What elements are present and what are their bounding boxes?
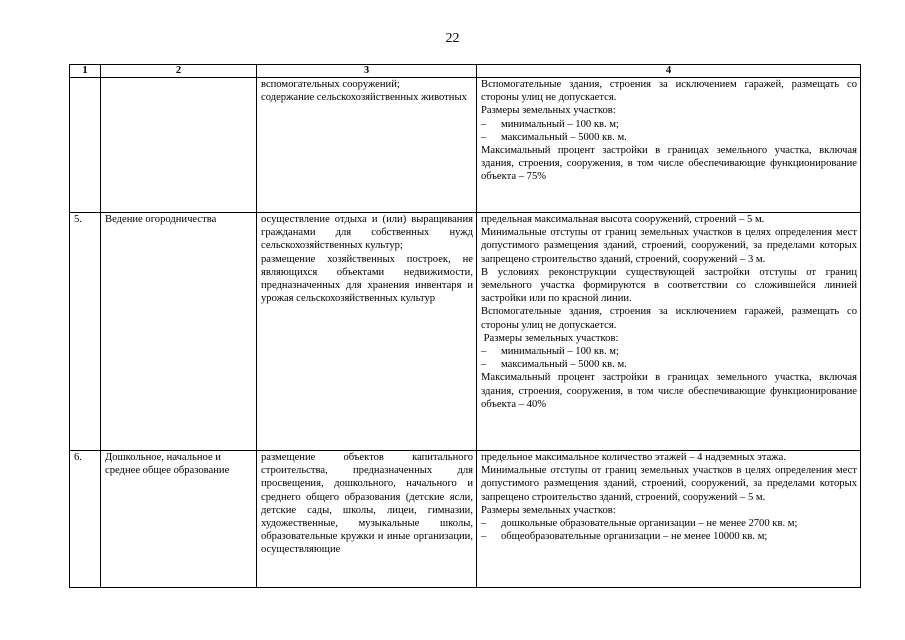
description-text: содержание сельскохозяйственных животных	[261, 92, 467, 104]
column-header-1: 1	[70, 65, 101, 78]
param-paragraph: Размеры земельных участков:	[481, 105, 616, 117]
table-row	[70, 78, 861, 213]
row-number-cell: 5.	[70, 213, 101, 451]
row-number-cell: 6.	[70, 451, 101, 588]
param-paragraph: предельная максимальная высота сооружений, строений – 5 м.	[481, 214, 765, 225]
row-params-cell	[477, 213, 861, 451]
table-row	[70, 213, 861, 451]
column-header-3: 3	[257, 65, 477, 78]
description-text: размещение хозяйственных построек, не являющихся объектами недвижимости, предназначенных для хранения инвентаря и урожая сельскохозяйственных культур	[261, 253, 473, 305]
list-item-text: дошкольные образовательные организации – не менее 2700 кв. м;	[501, 518, 798, 530]
row-name-cell: Дошкольное, начальное и среднее общее образование	[101, 451, 257, 588]
column-header-4: 4	[477, 65, 861, 78]
dash-bullet: –	[481, 518, 487, 530]
row-name-cell: Ведение огородничества	[101, 213, 257, 451]
dash-bullet: –	[481, 346, 487, 358]
table-row	[70, 451, 861, 588]
param-paragraph: Вспомогательные здания, строения за исключением гаражей, размещать со стороны улиц не допускается.	[481, 306, 857, 331]
row-description-cell	[257, 213, 477, 451]
list-item	[481, 530, 857, 543]
list-item	[481, 345, 857, 358]
param-paragraph: Размеры земельных участков:	[481, 332, 619, 344]
row-description-cell	[257, 78, 477, 213]
column-header-2: 2	[101, 65, 257, 78]
list-item-text: общеобразовательные организации – не менее 10000 кв. м;	[501, 531, 768, 543]
list-item-text: максимальный – 5000 кв. м.	[501, 131, 627, 143]
param-paragraph: Вспомогательные здания, строения за исключением гаражей, размещать со стороны улиц не допускается.	[481, 79, 857, 104]
list-item-text: максимальный – 5000 кв. м.	[501, 359, 627, 371]
row-name-cell	[101, 78, 257, 213]
list-item	[481, 358, 857, 371]
param-paragraph: Максимальный процент застройки в границах земельного участка, включая здания, строения, сооружения, в том числе обеспечивающие функционирование объекта – 75%	[481, 145, 857, 183]
row-description-cell	[257, 451, 477, 588]
param-paragraph: Размеры земельных участков:	[481, 504, 616, 516]
description-text: вспомогательных сооружений;	[261, 79, 400, 90]
list-item	[481, 118, 857, 131]
dash-bullet: –	[481, 359, 487, 371]
list-item-text: минимальный – 100 кв. м;	[501, 346, 619, 358]
table-header-row	[70, 65, 861, 78]
param-paragraph: Минимальные отступы от границ земельных участков в целях определения мест допустимого размещения зданий, строений, сооружений, за пределами которых запрещено строительство зданий, строений, сооружений – 3 м.	[481, 227, 857, 265]
zoning-table	[69, 64, 861, 588]
dash-bullet: –	[481, 531, 487, 543]
list-item	[481, 131, 857, 144]
param-paragraph: Максимальный процент застройки в границах земельного участка, включая здания, строения, сооружения, в том числе обеспечивающие функционирование объекта – 40%	[481, 372, 857, 410]
param-paragraph: В условиях реконструкции существующей застройки отступы от границ земельного участка формируются в соответствии со сложившейся линией застройки или по красной линии.	[481, 266, 857, 305]
param-paragraph: предельное максимальное количество этажей – 4 надземных этажа.	[481, 452, 786, 463]
list-item-text: минимальный – 100 кв. м;	[501, 118, 619, 130]
list-item	[481, 517, 857, 530]
row-number-cell	[70, 78, 101, 213]
dash-bullet: –	[481, 131, 487, 143]
row-params-cell	[477, 78, 861, 213]
page-number: 22	[445, 31, 460, 46]
description-text: осуществление отдыха и (или) выращивания гражданами для собственных нужд сельскохозяйственных культур;	[261, 214, 473, 252]
param-paragraph: Минимальные отступы от границ земельных участков в целях определения мест допустимого размещения зданий, строений, сооружений, за пределами которых запрещено строительство зданий, строений, сооружений – 5 м.	[481, 465, 857, 503]
description-text: размещение объектов капитального строительства, предназначенных для просвещения, дошкольного, начального и среднего общего образования (детские ясли, детские сады, школы, лицеи, гимназии, художественные, музыкальные школы, образовательные кружки и иные организации, осуществляющие	[261, 452, 473, 556]
dash-bullet: –	[481, 118, 487, 130]
row-params-cell	[477, 451, 861, 588]
